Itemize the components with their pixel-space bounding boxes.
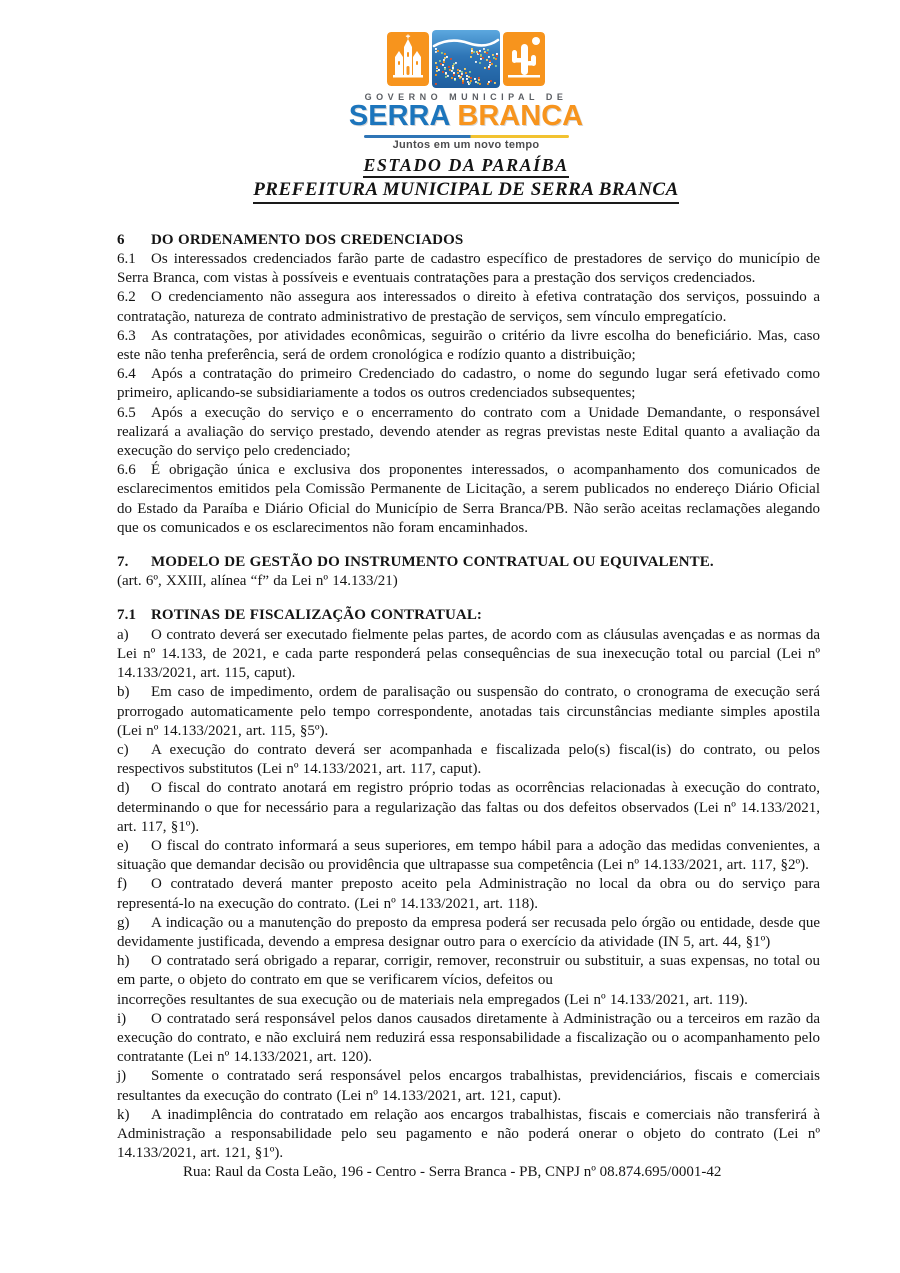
church-icon: [387, 32, 429, 86]
document-header: [0, 0, 900, 204]
body-paragraph: [117, 1106, 820, 1164]
body-paragraph: [117, 250, 820, 288]
item-label: b): [117, 684, 130, 701]
body-paragraph: [117, 952, 820, 990]
document-body: [117, 231, 820, 1164]
item-label: 6.5: [117, 404, 136, 421]
document-footer: [183, 1163, 900, 1182]
item-text: A inadimplência do contratado em relação aos encargos trabalhistas, fiscais e comerciais não transferirá à Administração a responsabilidade pelo seu pagamento e não poderá onerar o objeto do contrato (Lei nº 14.133/2021, art. 121, §1º).: [117, 1106, 820, 1162]
body-paragraph: [117, 288, 820, 326]
logo-panels: [32, 30, 900, 88]
section-heading: [117, 231, 820, 250]
brand-second: BRANCA: [457, 100, 584, 132]
item-text: O contratado será responsável pelos danos causados diretamente à Administração ou a terceiros em razão da execução do contrato, e não excluirá nem reduzirá essa responsabilidade a fiscalização ou o acompanhamento pelo contratante (Lei nº 14.133/2021, art. 120).: [117, 1010, 820, 1066]
item-label: 6: [117, 231, 125, 248]
item-label: g): [117, 914, 130, 931]
item-label: f): [117, 876, 127, 893]
item-label: k): [117, 1106, 130, 1123]
slogan-text: Juntos em um novo tempo: [392, 138, 540, 151]
item-text: Os interessados credenciados farão parte de cadastro específico de prestadores de serviço do município de Serra Branca, com vistas à possíveis e eventuais contratações para a prestação dos serviços credenciados.: [117, 251, 820, 287]
state-line: ESTADO DA PARAÍBA: [32, 154, 900, 179]
item-text: Somente o contratado será responsável pelos encargos trabalhistas, previdenciários, fiscais e comerciais resultantes da execução do contrato (Lei nº 14.133/2021, art. 121, caput).: [117, 1068, 820, 1104]
body-paragraph: [117, 683, 820, 741]
item-text: Após a execução do serviço e o encerramento do contrato com a Unidade Demandante, o responsável realizará a avaliação do serviço prestado, devendo atender as regras previstas neste Edital quanto a avaliação da execução do serviço pelo credenciado;: [117, 404, 820, 460]
item-label: a): [117, 626, 129, 643]
item-text: É obrigação única e exclusiva dos proponentes interessados, o acompanhamento dos comunicados de esclarecimentos emitidos pela Comissão Permanente de Licitação, a serem publicados no endereço Diário Oficial do Estado da Paraíba e Diário Oficial do Município de Serra Branca/PB. Não serão aceitas reclamações alegando que os comunicados e os esclarecimentos não foram encaminhados.: [117, 462, 820, 536]
item-text: A execução do contrato deverá ser acompanhada e fiscalizada pelo(s) fiscal(is) do contrato, ou pelos respectivos substitutos (Lei nº 14.133/2021, art. 117, caput).: [117, 741, 820, 778]
item-text: MODELO DE GESTÃO DO INSTRUMENTO CONTRATUAL OU EQUIVALENTE.: [151, 554, 714, 571]
item-label: 6.1: [117, 251, 136, 268]
body-paragraph: [117, 572, 820, 591]
blank-line: [117, 538, 820, 553]
body-paragraph: [117, 779, 820, 837]
item-text: As contratações, por atividades econômicas, seguirão o critério da livre escolha do beneficiário. Mas, caso este não tenha preferência, será de ordem cronológica e rodízio quanto a distribuição;: [117, 327, 820, 364]
item-label: 6.6: [117, 462, 136, 479]
body-paragraph: [117, 875, 820, 913]
item-label: j): [117, 1068, 127, 1085]
footer-address: Rua: Raul da Costa Leão, 196 - Centro - Serra Branca - PB, CNPJ nº 08.874.695/0001-42: [183, 1164, 722, 1181]
item-text: O fiscal do contrato informará a seus superiores, em tempo hábil para a adoção das medidas convenientes, a situação que demandar decisão ou providência que ultrapasse sua competência (Lei nº 14.133/2021, art. 117, §2º).: [117, 837, 820, 874]
body-paragraph: [117, 626, 820, 684]
section-heading: [117, 606, 820, 625]
item-text: ROTINAS DE FISCALIZAÇÃO CONTRATUAL:: [151, 607, 483, 624]
item-label: c): [117, 741, 129, 758]
municipal-logo: [32, 30, 900, 151]
government-label: GOVERNO MUNICIPAL DE: [364, 92, 568, 102]
body-paragraph: [117, 991, 820, 1010]
body-paragraph: [117, 837, 820, 875]
item-text: O contratado deverá manter preposto aceito pela Administração no local da obra ou do serviço para representá-lo na execução do contrato. (Lei nº 14.133/2021, art. 118).: [117, 876, 820, 912]
item-text: O contrato deverá ser executado fielmente pelas partes, de acordo com as cláusulas avençadas e as normas da Lei nº 14.133, de 2021, e cada parte responderá pelas consequências de sua inexecução total ou parcial (Lei nº 14.133/2021, art. 115, caput).: [117, 626, 820, 682]
item-text: Após a contratação do primeiro Credenciado do cadastro, o nome do segundo lugar será efetivado como primeiro, aplicando-se subsidiariamente a todos os outros credenciados subsequentes;: [117, 366, 820, 402]
body-paragraph: [117, 741, 820, 779]
item-label: d): [117, 780, 130, 797]
item-text: O credenciamento não assegura aos interessados o direito à efetiva contratação dos serviços, possuindo a contratação, natureza de contrato administrativo de prestação de serviços, sem vínculo empregatício.: [117, 289, 820, 325]
brand-wordmark: [32, 102, 900, 132]
municipality-line: PREFEITURA MUNICIPAL DE SERRA BRANCA: [32, 178, 900, 204]
item-text: DO ORDENAMENTO DOS CREDENCIADOS: [151, 231, 464, 248]
cactus-sun-icon: [503, 32, 545, 86]
body-paragraph: [117, 365, 820, 403]
item-label: 6.4: [117, 366, 136, 383]
section-heading: [117, 553, 820, 572]
aerial-town-icon: [432, 30, 500, 88]
item-label: h): [117, 953, 130, 970]
body-paragraph: [117, 1010, 820, 1068]
blank-line: [117, 591, 820, 606]
item-text: incorreções resultantes de sua execução ou de materiais nela empregados (Lei nº 14.133/2021, art. 119).: [117, 991, 748, 1008]
item-text: O fiscal do contrato anotará em registro próprio todas as ocorrências relacionadas à execução do contrato, determinando o que for necessário para a regularização das faltas ou dos defeitos observados (Lei nº 14.133/2021, art. 117, §1º).: [117, 780, 820, 835]
item-text: O contratado será obrigado a reparar, corrigir, remover, reconstruir ou substituir, a suas expensas, no total ou em parte, o objeto do contrato em que se verificarem vícios, defeitos ou: [117, 953, 820, 989]
item-text: (art. 6º, XXIII, alínea “f” da Lei nº 14.133/21): [117, 573, 398, 590]
item-label: 6.3: [117, 327, 136, 344]
item-text: Em caso de impedimento, ordem de paralisação ou suspensão do contrato, o cronograma de execução será prorrogado automaticamente pelo tempo correspondente, anotadas tais circunstâncias mediante simples apostila (Lei nº 14.133/2021, art. 115, §5º).: [117, 684, 820, 739]
body-paragraph: [117, 327, 820, 365]
brand-first: SERRA: [348, 100, 451, 132]
slogan-rule: [364, 135, 569, 138]
body-paragraph: [117, 1067, 820, 1105]
item-label: 6.2: [117, 289, 136, 306]
item-text: A indicação ou a manutenção do preposto da empresa poderá ser recusada pelo órgão ou entidade, desde que devidamente justificada, devendo a empresa designar outro para o exercício da atividade (IN 5, art. 44, §1º): [117, 914, 820, 950]
item-label: i): [117, 1010, 127, 1027]
body-paragraph: [117, 914, 820, 952]
item-label: e): [117, 837, 129, 854]
body-paragraph: [117, 461, 820, 538]
item-label: 7.: [117, 554, 129, 571]
body-paragraph: [117, 404, 820, 462]
item-label: 7.1: [117, 607, 137, 624]
